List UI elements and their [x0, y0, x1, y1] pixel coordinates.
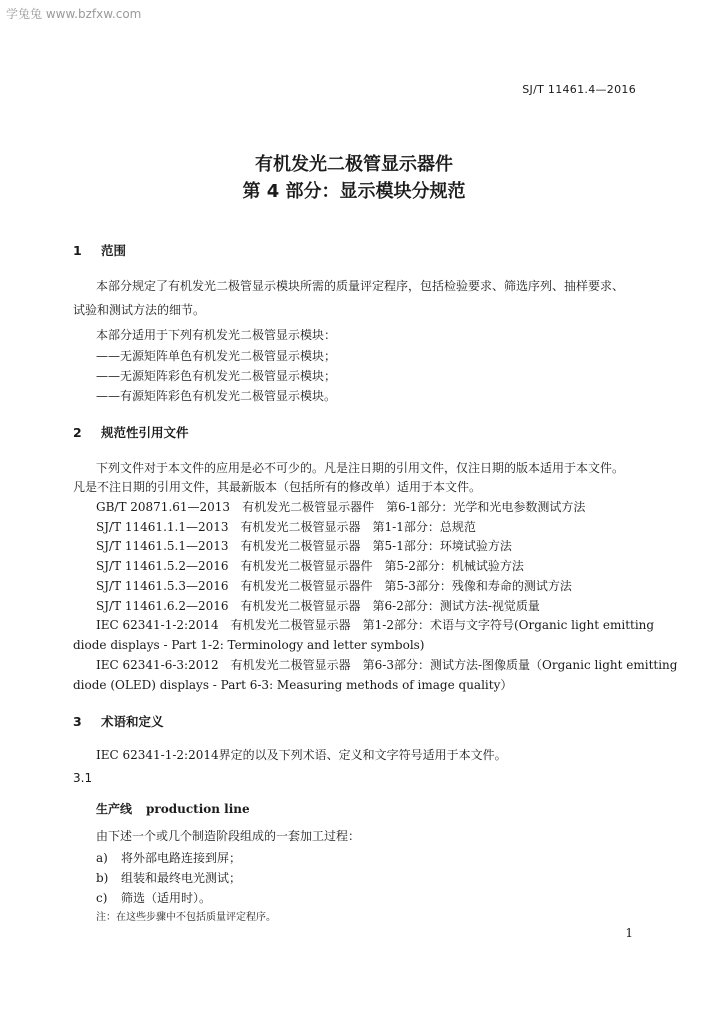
reference-item: GB/T 20871.61—2013 有机发光二极管显示器件 第6-1部分：光学和光电参数测试方法 [96, 500, 586, 514]
list-item: ——无源矩阵彩色有机发光二极管显示模块； [96, 369, 337, 383]
reference-item: SJ/T 11461.6.2—2016 有机发光二极管显示器 第6-2部分：测试方法-视觉质量 [96, 599, 540, 613]
section-number: 2 [73, 425, 82, 440]
term-entry [96, 800, 250, 817]
page-number: 1 [625, 926, 633, 940]
reference-item: SJ/T 11461.5.1—2013 有机发光二极管显示器 第5-1部分：环境试验方法 [96, 539, 512, 553]
reference-item: IEC 62341-6-3:2012 有机发光二极管显示器 第6-3部分：测试方法-图像质量（Organic light emitting [96, 658, 678, 672]
reference-item: SJ/T 11461.1.1—2013 有机发光二极管显示器 第1-1部分：总规范 [96, 520, 476, 534]
list-text: 组装和最终电光测试； [121, 871, 242, 885]
section-number: 1 [73, 243, 82, 258]
document-title: 有机发光二极管显示器件 [255, 154, 453, 175]
reference-item: IEC 62341-1-2:2014 有机发光二极管显示器 第1-2部分：术语与文字符号(Organic light emitting [96, 618, 655, 632]
reference-item-continuation: diode displays - Part 1-2: Terminology and letter symbols) [73, 638, 425, 652]
section-number: 3 [73, 714, 82, 729]
paragraph: IEC 62341-1-2:2014界定的以及下列术语、定义和文字符号适用于本文件。 [96, 748, 507, 762]
list-label: c) [96, 891, 108, 905]
definition: 由下述一个或几个制造阶段组成的一套加工过程： [96, 829, 361, 843]
list-text: 将外部电路连接到屏； [121, 851, 242, 865]
note: 注：在这些步骤中不包括质量评定程序。 [96, 912, 276, 923]
section-1-heading [73, 241, 126, 259]
list-item [96, 848, 241, 868]
term-english: production line [146, 802, 250, 816]
section-title: 范围 [101, 243, 127, 258]
section-title: 术语和定义 [101, 714, 164, 729]
paragraph: 本部分适用于下列有机发光二极管显示模块： [96, 328, 337, 342]
list-item: ——无源矩阵单色有机发光二极管显示模块； [96, 349, 337, 363]
list-item: ——有源矩阵彩色有机发光二极管显示模块。 [96, 389, 337, 403]
reference-item: SJ/T 11461.5.2—2016 有机发光二极管显示器件 第5-2部分：机械试验方法 [96, 559, 524, 573]
list-text: 筛选（适用时）。 [121, 891, 212, 905]
list-label: b) [96, 871, 109, 885]
subsection-number: 3.1 [73, 771, 93, 785]
list-item [96, 888, 211, 908]
section-3-heading [73, 712, 164, 730]
watermark: 学兔兔 www.bzfxw.com [6, 7, 142, 21]
term-chinese: 生产线 [96, 802, 133, 816]
reference-item-continuation: diode (OLED) displays - Part 6-3: Measuring methods of image quality） [73, 678, 513, 692]
reference-item: SJ/T 11461.5.3—2016 有机发光二极管显示器件 第5-3部分：残像和寿命的测试方法 [96, 579, 572, 593]
list-item [96, 868, 241, 888]
section-2-heading [73, 423, 189, 441]
paragraph: 本部分规定了有机发光二极管显示模块所需的质量评定程序，包括检验要求、筛选序列、抽样要求、 [96, 279, 625, 293]
section-title: 规范性引用文件 [101, 425, 189, 440]
standard-number: SJ/T 11461.4—2016 [522, 83, 636, 96]
paragraph: 下列文件对于本文件的应用是必不可少的。凡是注日期的引用文件，仅注日期的版本适用于本文件。 [96, 461, 625, 475]
list-label: a) [96, 851, 108, 865]
paragraph: 凡是不注日期的引用文件，其最新版本（包括所有的修改单）适用于本文件。 [73, 480, 482, 494]
paragraph: 试验和测试方法的细节。 [73, 303, 206, 317]
document-subtitle: 第 4 部分：显示模块分规范 [242, 181, 466, 202]
